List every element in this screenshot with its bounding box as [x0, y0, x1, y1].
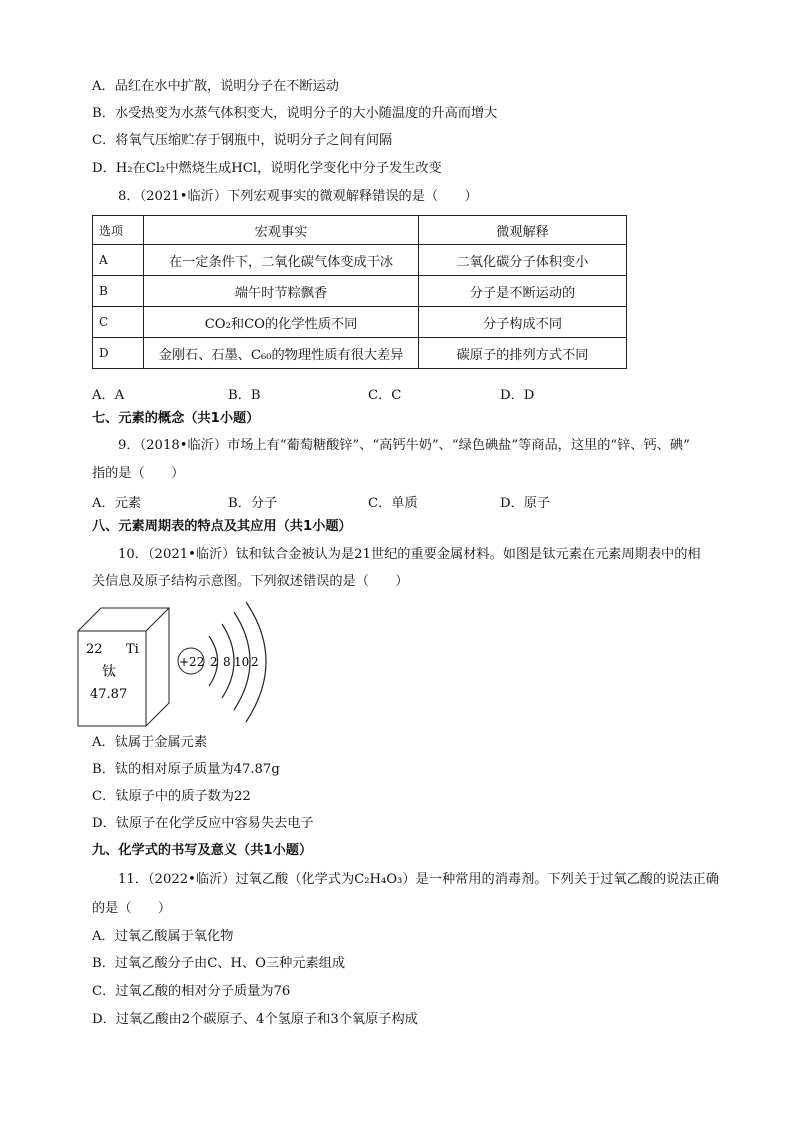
q8-stem: 8．（2021•临沂）下列宏观事实的微观解释错误的是（ ）	[118, 189, 478, 204]
q7-option-d: D．H₂在Cl₂中燃烧生成HCl，说明化学变化中分子发生改变	[92, 161, 442, 176]
table-cell-explain: 二氧化碳分子体积变小	[419, 245, 627, 276]
table-cell-option: C	[93, 307, 144, 338]
q10-option-d: D．钛原子在化学反应中容易失去电子	[92, 816, 314, 831]
q11-option-c: C．过氧乙酸的相对分子质量为76	[92, 984, 291, 999]
periodic-table-cell	[78, 608, 169, 726]
q9-stem-line1: 9．（2018•临沂）市场上有“葡萄糖酸锌”、“高钙牛奶”、“绿色碘盐”等商品，这里的“锌、钙、碘”	[118, 438, 690, 453]
section-heading: 七、元素的概念（共1小题）	[92, 411, 260, 426]
q11-option-d: D．过氧乙酸由2个碳原子、4个氢原子和3个氧原子构成	[92, 1012, 418, 1027]
table-header-cell: 宏观事实	[144, 216, 419, 245]
q8-answer-d: D．D	[500, 388, 535, 403]
shell-electron-count: 2	[251, 655, 259, 669]
q11-option-a: A．过氧乙酸属于氧化物	[92, 929, 234, 944]
table-row	[93, 338, 627, 369]
q10-stem-line2: 关信息及原子结构示意图。下列叙述错误的是（ ）	[92, 574, 409, 589]
nucleus-charge: +22	[179, 655, 205, 669]
table-cell-fact: 在一定条件下，二氧化碳气体变成干冰	[144, 245, 419, 276]
q7-option-b: B．水受热变为水蒸气体积变大，说明分子的大小随温度的升高而增大	[92, 106, 498, 121]
element-symbol: Ti	[126, 642, 139, 657]
q9-answer-d: D．原子	[500, 496, 551, 511]
table-cell-option: D	[93, 338, 144, 369]
q10-option-b: B．钛的相对原子质量为47.87g	[92, 762, 280, 777]
q9-answer-b: B．分子	[228, 496, 278, 511]
section-heading: 九、化学式的书写及意义（共1小题）	[92, 843, 313, 858]
table-row	[93, 307, 627, 338]
q8-answer-b: B．B	[228, 388, 261, 403]
table-cell-fact: CO₂和CO的化学性质不同	[144, 307, 419, 338]
shell-electron-count: 10	[234, 655, 250, 669]
q9-stem-line2: 指的是（ ）	[92, 466, 185, 481]
q11-stem-line2: 的是（ ）	[92, 901, 172, 916]
q11-stem-line1: 11．（2022•临沂）过氧乙酸（化学式为C₂H₄O₃）是一种常用的消毒剂。下列关于过氧乙酸的说法正确	[118, 872, 719, 887]
table-cell-explain: 分子构成不同	[419, 307, 627, 338]
table-header-cell: 选项	[93, 216, 144, 245]
table-cell-option: A	[93, 245, 144, 276]
shell-electron-count: 8	[223, 655, 231, 669]
q9-answer-c: C．单质	[368, 496, 418, 511]
shell-electron-count: 2	[210, 655, 218, 669]
table-header-cell: 微观解释	[419, 216, 627, 245]
table-row	[93, 276, 627, 307]
q8-table	[92, 215, 627, 369]
table-cell-option: B	[93, 276, 144, 307]
q7-option-c: C．将氧气压缩贮存于钢瓶中，说明分子之间有间隔	[92, 133, 393, 148]
q8-answer-c: C．C	[368, 388, 402, 403]
titanium-figure	[76, 598, 276, 733]
q9-answer-a: A．元素	[92, 496, 142, 511]
q10-stem-line1: 10．（2021•临沂）钛和钛合金被认为是21世纪的重要金属材料。如图是钛元素在元素周期表中的相	[118, 547, 701, 562]
atomic-number: 22	[86, 642, 103, 657]
q8-answer-a: A．A	[92, 388, 125, 403]
q10-option-a: A．钛属于金属元素	[92, 735, 208, 750]
q7-option-a: A．品红在水中扩散，说明分子在不断运动	[92, 79, 339, 94]
q10-option-c: C．钛原子中的质子数为22	[92, 789, 251, 804]
q11-option-b: B．过氧乙酸分子由C、H、O三种元素组成	[92, 956, 346, 971]
table-cell-explain: 碳原子的排列方式不同	[419, 338, 627, 369]
table-header-row	[93, 216, 627, 245]
table-cell-fact: 金刚石、石墨、C₆₀的物理性质有很大差异	[144, 338, 419, 369]
atom-structure	[178, 602, 266, 722]
section-heading: 八、元素周期表的特点及其应用（共1小题）	[92, 519, 352, 534]
table-cell-explain: 分子是不断运动的	[419, 276, 627, 307]
table-row	[93, 245, 627, 276]
table-cell-fact: 端午时节粽飘香	[144, 276, 419, 307]
element-name: 钛	[102, 664, 116, 680]
atomic-mass: 47.87	[90, 687, 128, 702]
